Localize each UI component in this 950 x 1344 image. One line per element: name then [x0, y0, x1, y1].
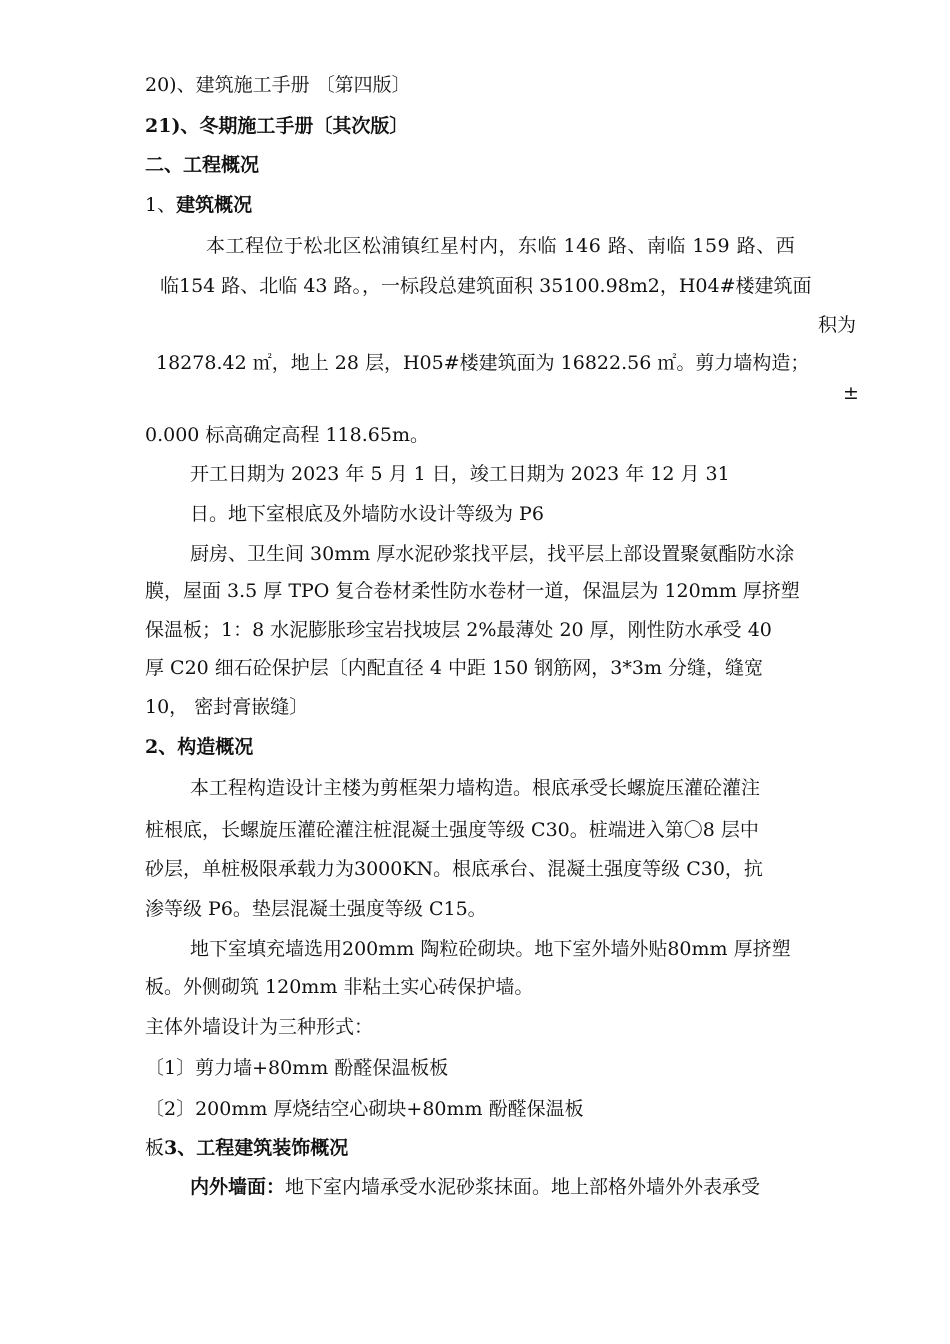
paragraph-line: 板。外侧砌筑 120mm 非粘土实心砖保护墙。 [145, 976, 534, 998]
paragraph-line: 主体外墙设计为三种形式： [145, 1016, 374, 1038]
paragraph-text: 地下室内墙承受水泥砂浆抹面。地上部格外墙外外表承受 [285, 1176, 761, 1198]
paragraph-line: 厚 C20 细石砼保护层〔内配直径 4 中距 150 钢筋网，3*3m 分缝，缝宽 [145, 657, 764, 679]
paragraph-line: 膜，屋面 3.5 厚 TPO 复合卷材柔性防水卷材一道，保温层为 120mm 厚挤塑 [145, 580, 800, 602]
subsection-heading-decoration [145, 1135, 348, 1161]
paragraph-line: 临154 路、北临 43 路。，一标段总建筑面积 35100.98m2，H04#楼建筑面 [160, 275, 812, 297]
paragraph-line: 18278.42 ㎡，地上 28 层，H05#楼建筑面为 16822.56 ㎡。剪力墙构造； [156, 352, 810, 374]
paragraph-line: 本工程位于松北区松浦镇红星村内，东临 146 路、南临 159 路、西 [206, 235, 796, 257]
paragraph-line [190, 1174, 760, 1200]
subsection-title: 建筑概况 [176, 194, 253, 216]
list-item: 〔1〕剪力墙+80mm 酚醛保温板板 [145, 1057, 449, 1079]
paragraph-line: 本工程构造设计主楼为剪框架力墙构造。根底承受长螺旋压灌砼灌注 [190, 777, 761, 799]
paragraph-line: 10， 密封膏嵌缝〕 [145, 696, 309, 718]
reference-item-20: 20)、建筑施工手册 〔第四版〕 [145, 74, 411, 96]
plus-minus-sign: ± [843, 382, 859, 404]
paragraph-line: 开工日期为 2023 年 5 月 1 日，竣工日期为 2023 年 12 月 31 [190, 463, 730, 485]
subsection-heading-building [145, 192, 252, 218]
paragraph-line: 日。地下室根底及外墙防水设计等级为 P6 [190, 503, 544, 525]
run-in-heading: 内外墙面： [190, 1176, 286, 1198]
paragraph-line: 桩根底，长螺旋压灌砼灌注桩混凝土强度等级 C30。桩端进入第〇8 层中 [145, 819, 759, 841]
paragraph-line: 积为 [818, 314, 857, 336]
subsection-heading-structure: 2、构造概况 [145, 736, 254, 758]
subsection-number: 1、 [145, 194, 177, 216]
paragraph-line: 厨房、卫生间 30mm 厚水泥砂浆找平层，找平层上部设置聚氨酯防水涂 [190, 543, 795, 565]
paragraph-line: 渗等级 P6。垫层混凝土强度等级 C15。 [145, 898, 487, 920]
section-heading-project-overview: 二、工程概况 [145, 154, 260, 176]
subsection-title: 3、工程建筑装饰概况 [164, 1137, 349, 1159]
paragraph-line: 砂层，单桩极限承载力为3000KN。根底承台、混凝土强度等级 C30，抗 [145, 858, 763, 880]
paragraph-line: 保温板；1：8 水泥膨胀珍宝岩找坡层 2%最薄处 20 厚，刚性防水承受 40 [145, 619, 772, 641]
list-item: 〔2〕200mm 厚烧结空心砌块+80mm 酚醛保温板 [145, 1098, 584, 1120]
paragraph-line: 地下室填充墙选用200mm 陶粒砼砌块。地下室外墙外贴80mm 厚挤塑 [190, 938, 791, 960]
paragraph-line: 0.000 标高确定高程 118.65m。 [145, 424, 429, 446]
trailing-text: 板 [145, 1137, 165, 1159]
reference-item-21: 21)、冬期施工手册〔其次版〕 [145, 115, 409, 137]
